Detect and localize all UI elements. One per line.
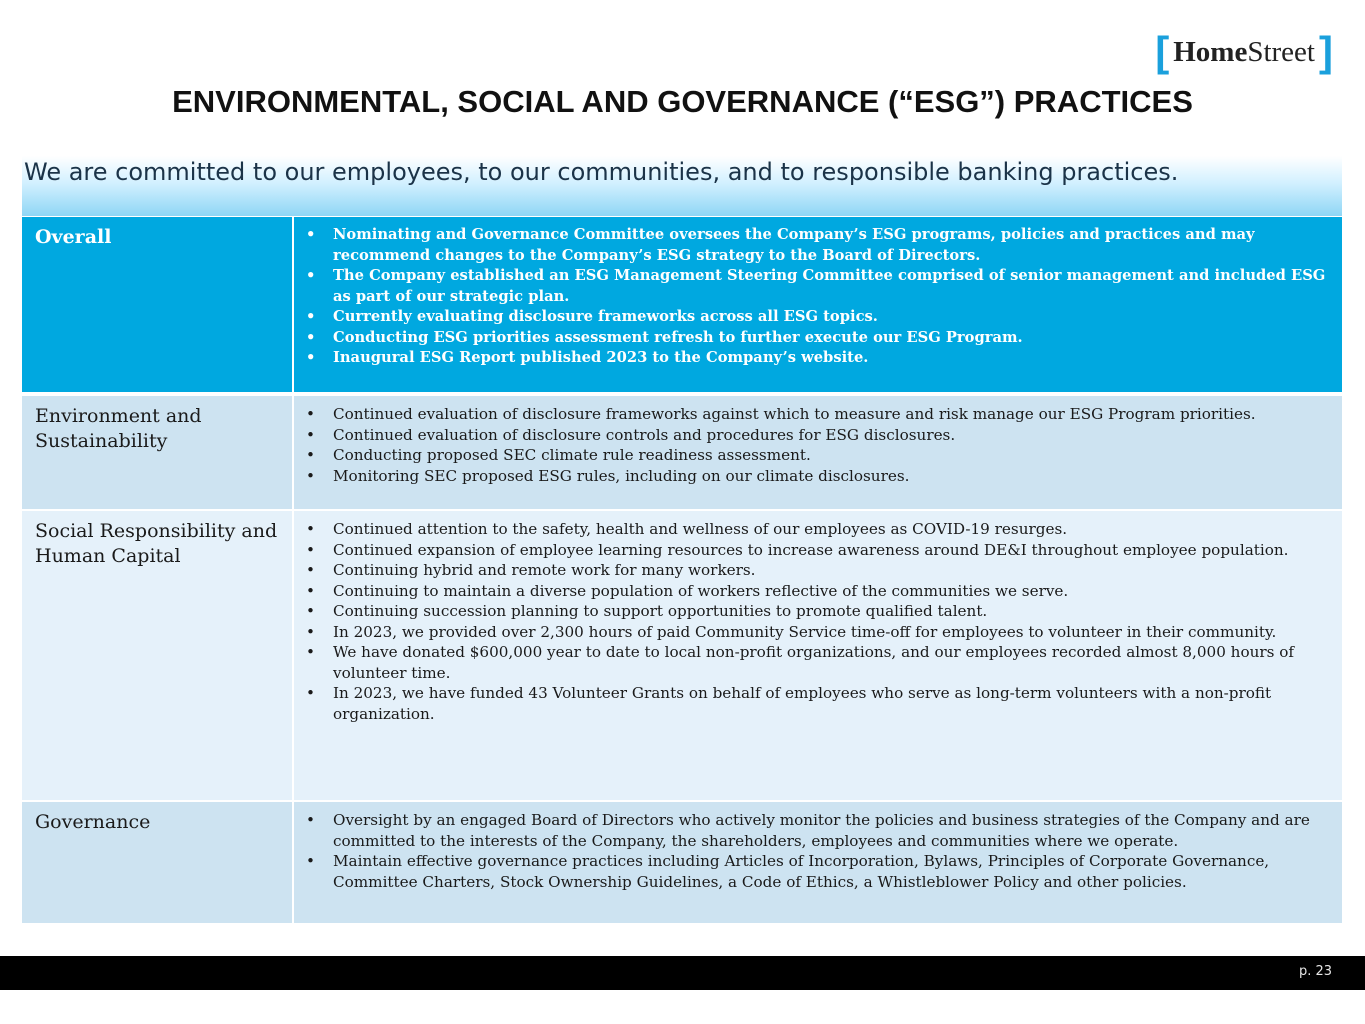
bullet-item: • Continuing to maintain a diverse population of workers reflective of the communities we serve. — [306, 581, 1330, 602]
bullet-item: • The Company established an ESG Management Steering Committee comprised of senior management and included ESG as part of our strategic plan. — [306, 266, 1330, 307]
row-label: Environment and Sustainability — [22, 396, 292, 509]
row-social — [22, 511, 1342, 800]
bullet-item: • Continued evaluation of disclosure controls and procedures for ESG disclosures. — [306, 425, 1330, 446]
bullet-list — [306, 225, 1330, 369]
row-overall — [22, 217, 1342, 392]
page-number: p. 23 — [1298, 964, 1332, 979]
bullet-item: • Currently evaluating disclosure frameworks across all ESG topics. — [306, 307, 1330, 328]
bullet-item: • Continued attention to the safety, health and wellness of our employees as COVID-19 resurges. — [306, 519, 1330, 540]
row-content — [294, 396, 1342, 509]
bullet-item: • Oversight by an engaged Board of Directors who actively monitor the policies and business strategies of the Company and are committed to the interests of the Company, the shareholders, employees and communities where we operate. — [306, 810, 1330, 851]
page-title: ENVIRONMENTAL, SOCIAL AND GOVERNANCE (“ESG”) PRACTICES — [172, 84, 1193, 119]
row-content — [294, 802, 1342, 923]
row-content — [294, 217, 1342, 392]
bullet-item: • Continuing hybrid and remote work for many workers. — [306, 560, 1330, 581]
bullet-item: • We have donated $600,000 year to date to local non-profit organizations, and our employees recorded almost 8,000 hours of volunteer time. — [306, 642, 1330, 683]
bullet-list — [306, 519, 1330, 724]
banner-text: We are committed to our employees, to our communities, and to responsible banking practices. — [24, 158, 1179, 186]
bullet-item: • In 2023, we have funded 43 Volunteer Grants on behalf of employees who serve as long-term volunteers with a non-profit organization. — [306, 683, 1330, 724]
bullet-list — [306, 404, 1330, 486]
bullet-list — [306, 810, 1330, 892]
row-content — [294, 511, 1342, 800]
bullet-item: • Continued evaluation of disclosure frameworks against which to measure and risk manage our ESG Program priorities. — [306, 404, 1330, 425]
logo-street: Street — [1247, 35, 1315, 68]
commitment-banner — [22, 156, 1342, 216]
bullet-item: • In 2023, we provided over 2,300 hours of paid Community Service time-off for employees to volunteer in their community. — [306, 622, 1330, 643]
row-label: Overall — [22, 217, 292, 392]
bullet-item: • Continuing succession planning to support opportunities to promote qualified talent. — [306, 601, 1330, 622]
bullet-item: • Conducting proposed SEC climate rule readiness assessment. — [306, 445, 1330, 466]
homestreet-logo — [1155, 28, 1333, 75]
footer-bar — [0, 956, 1365, 990]
bullet-item: • Monitoring SEC proposed ESG rules, including on our climate disclosures. — [306, 466, 1330, 487]
bullet-item: • Inaugural ESG Report published 2023 to the Company’s website. — [306, 348, 1330, 369]
bullet-item: • Nominating and Governance Committee oversees the Company’s ESG programs, policies and practices and may recommend changes to the Company’s ESG strategy to the Board of Directors. — [306, 225, 1330, 266]
logo-bracket-open: [ — [1155, 28, 1170, 75]
logo-home: Home — [1173, 35, 1248, 68]
bullet-item: • Continued expansion of employee learning resources to increase awareness around DE&I throughout employee population. — [306, 540, 1330, 561]
row-label: Governance — [22, 802, 292, 923]
bullet-item: • Conducting ESG priorities assessment refresh to further execute our ESG Program. — [306, 328, 1330, 349]
logo-bracket-close: ] — [1319, 28, 1333, 75]
row-governance — [22, 802, 1342, 923]
bullet-item: • Maintain effective governance practices including Articles of Incorporation, Bylaws, Principles of Corporate Governance, Committee Charters, Stock Ownership Guidelines, a Code of Ethics, a Whistleblower Policy and other policies. — [306, 851, 1330, 892]
row-environment — [22, 396, 1342, 509]
row-label: Social Responsibility and Human Capital — [22, 511, 292, 800]
